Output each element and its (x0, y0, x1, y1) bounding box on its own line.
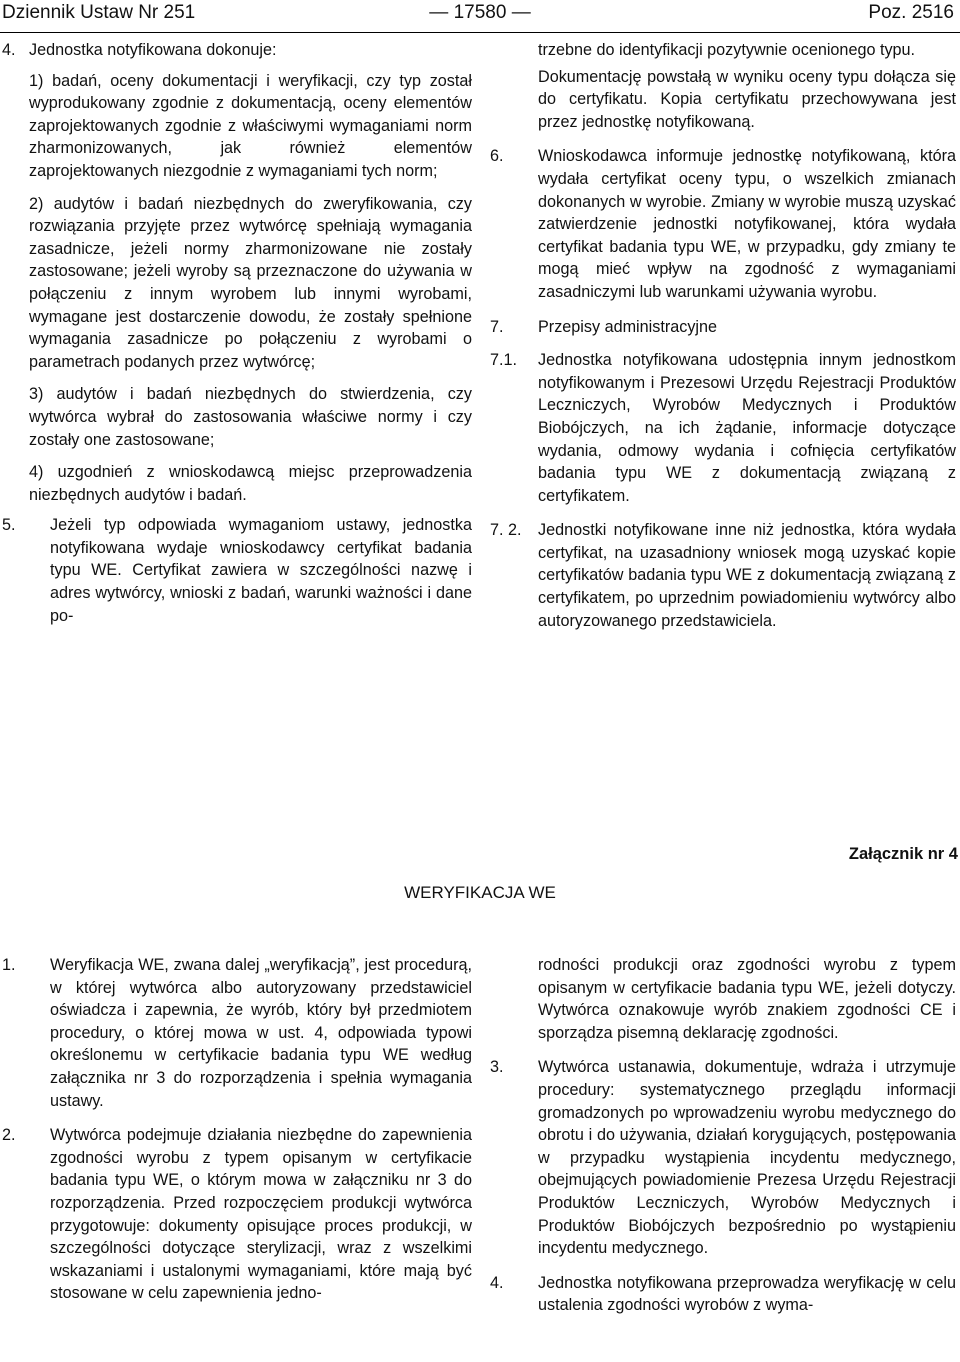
sub-item-3: 3) audytów i badań niezbędnych do stwierdzenia, czy wytwórca wybrał do zastosowania właściwe normy i czy zostały one zastosowane; (29, 385, 472, 449)
item-text: Wytwórca ustanawia, dokumentuje, wdraża i utrzymuje procedury: systematycznego przeglądu informacji gromadzonych po wprowadzeniu wyrobu medycznego do obrotu i do używania, działań korygujących, postępowania w przypadku wystąpienia incydentu medycznego, obejmujących powiadomienie Prezesa Urzędu Rejestracji Produktów Leczniczych, Wyrobów Medycznych i Produktów Biobójczych bezpośrednio po wystąpieniu incydentu medycznego. (538, 1058, 956, 1258)
item-text: Jednostka notyfikowana dokonuje: (29, 41, 277, 59)
sub-item-4: 4) uzgodnień z wnioskodawcą miejsc przeprowadzenia niezbędnych audytów i badań. (29, 463, 472, 504)
item-text: Jednostka notyfikowana przeprowadza weryfikację w celu ustalenia zgodności wyrobów z wyma- (538, 1273, 956, 1315)
item-number: 4. (2, 41, 16, 59)
sub-item-2: 2) audytów i badań niezbędnych do zweryfikowania, czy rozwiązania przyjęte przez wytwórcę spełniają wymagania zasadnicze, jeżeli normy zharmonizowane nie zostały zastosowane; jeżeli wyroby są przeznaczone do używania w połączeniu z innym wyrobem lub innymi wyrobami, wymagane jest dostarczenie dowodu, że zostały spełnione wymagania zasadnicze po połączeniu z wyrobami o parametrach podanych przez wytwórcę; (29, 194, 472, 371)
list-item-7-1 (490, 349, 956, 507)
list-item-7-2 (490, 519, 956, 632)
item-number: 4. (490, 1273, 504, 1292)
item-number: 7.1. (490, 351, 518, 370)
top-right-column (490, 39, 956, 632)
list-item-1 (2, 954, 472, 1112)
position-number: Poz. 2516 (868, 2, 954, 23)
list-item-7 (490, 316, 956, 339)
item-text: Jednostki notyfikowane inne niż jednostka, która wydała certyfikat, na uzasadniony wniosek mogą uzyskać kopie certyfikatów badania typu WE z dokumentacją związaną z certyfikatem, po uprzednim powiadomieniu wytwórcy albo autoryzowanego przedstawiciela. (538, 521, 956, 630)
list-item-3 (490, 1056, 956, 1259)
item-text: Wytwórca podejmuje działania niezbędne do zapewnienia zgodności wyrobu z typem opisanym w certyfikacie badania typu WE, o którym mowa w załączniku nr 3 do rozporządzenia. Przed rozpoczęciem produkcji wytwórca przygotowuje: dokumenty opisujące proces produkcji, w szczególności dotyczące sterylizacji, wraz z wszelkimi wskazaniami i ustalonymi wymaganiami, które mają być stosowane w celu zapewnienia jedno- (50, 1126, 472, 1303)
item-number: 7. 2. (490, 521, 522, 540)
continuation-text: trzebne do identyfikacji pozytywnie ocenionego typu. (538, 41, 916, 59)
item-number: 2. (2, 1126, 16, 1145)
item-number: 1. (2, 956, 16, 974)
paragraph: Dokumentację powstałą w wyniku oceny typu dołącza się do certyfikatu. Kopia certyfikatu przechowywana jest przez jednostkę notyfikowaną. (538, 67, 956, 131)
item-number: 5. (2, 516, 16, 535)
annex-title: WERYFIKACJA WE (404, 883, 556, 902)
top-left-column (2, 39, 472, 627)
list-item-4 (2, 39, 472, 62)
list-item-6 (490, 145, 956, 303)
item-text: Weryfikacja WE, zwana dalej „weryfikacją”, jest procedurą, w której wytwórca albo autoryzowany przedstawiciel oświadcza i zapewnia, że wyrób, który był przedmiotem procedury, o której mowa w ust. 4, odpowiada typowi określonemu w certyfikacie badania typu WE według załącznika nr 3 do rozporządzenia i spełnia wymagania ustawy. (50, 956, 472, 1110)
item-text: Jeżeli typ odpowiada wymaganiom ustawy, jednostka notyfikowana wydaje wnioskodawcy certyfikat badania typu WE. Certyfikat zawiera w szczególności nazwę i adres wytwórcy, wnioski z badań, warunki ważności i dane po- (50, 516, 472, 625)
sub-item-1: 1) badań, oceny dokumentacji i weryfikacji, czy typ został wyprodukowany zgodnie z dokumentacją, oceny elementów zaprojektowanych zgodnie z właściwymi wymaganiami norm zharmonizowanych, jak również elementów zaprojektowanych niezgodnie z wymaganiami tych norm; (29, 71, 472, 180)
item-number: 6. (490, 147, 504, 166)
item-number: 3. (490, 1058, 504, 1077)
annex-label: Załącznik nr 4 (848, 845, 958, 863)
list-item-5 (2, 514, 472, 627)
item-number: 7. (490, 317, 504, 336)
item-text: Wnioskodawca informuje jednostkę notyfikowaną, która wydała certyfikat oceny typu, o wszelkich zmianach dokonanych w wyrobie. Zmiany w wyrobie muszą uzyskać zatwierdzenie jednostki notyfikowanej, która wydała certyfikat badania typu WE, w przypadku, gdy zmiany te mogą mieć wpływ na zgodność z wymaganiami zasadniczymi lub warunkami używania wyrobu. (538, 147, 956, 301)
item-text: Jednostka notyfikowana udostępnia innym jednostkom notyfikowanym i Prezesowi Urzędu Rejestracji Produktów Leczniczych, Wyrobów Medycznych i Produktów Biobójczych, na ich żądanie, informacje dotyczące wydania, odmowy wydania i cofnięcia certyfikatów badania typu WE z dokumentacją związaną z certyfikatem. (538, 351, 956, 505)
page-header (0, 0, 960, 33)
list-item-2 (2, 1124, 472, 1305)
sub-list (2, 70, 472, 507)
continuation-text: rodności produkcji oraz zgodności wyrobu z typem opisanym w certyfikacie badania typu WE, jeżeli dotyczy. Wytwórca oznakowuje wyrób znakiem zgodności CE i sporządza pisemną deklarację zgodności. (538, 956, 956, 1042)
list-item-4 (490, 1272, 956, 1317)
bottom-right-column (490, 954, 956, 1317)
section-heading: Przepisy administracyjne (538, 317, 718, 336)
bottom-left-column (2, 954, 472, 1305)
page-number: — 17580 — (429, 2, 531, 23)
journal-title: Dziennik Ustaw Nr 251 (2, 2, 196, 23)
